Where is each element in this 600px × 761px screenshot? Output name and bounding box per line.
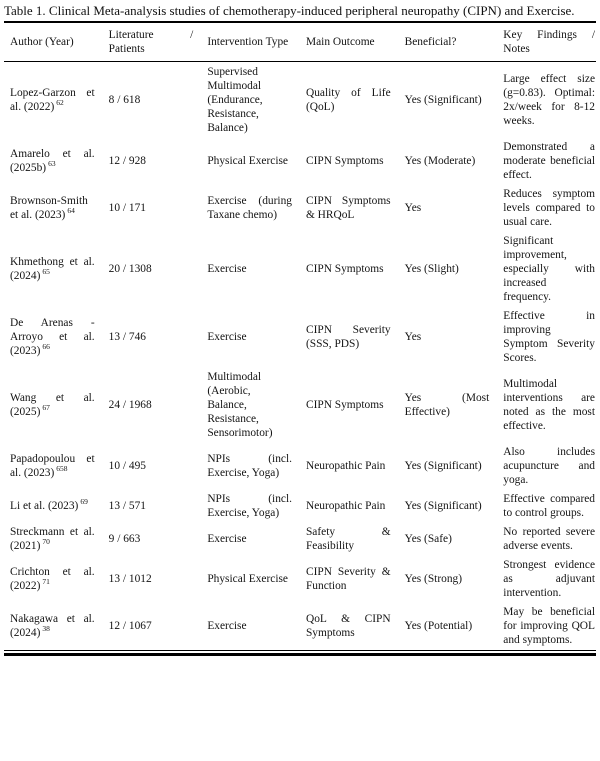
outcome-cell: Safety & Feasibility (305, 525, 391, 552)
intervention-cell: Supervised Multimodal (Endurance, Resistance, Balance) (207, 65, 263, 134)
intervention-cell: Exercise (207, 532, 247, 545)
literature-patients-cell: 13 / 746 (108, 330, 146, 343)
author-text: Lopez-Garzon et al. (2022) (10, 86, 95, 113)
outcome-cell: CIPN Symptoms (305, 262, 384, 275)
col-header-intervention-type: Intervention Type (201, 23, 300, 62)
reference-superscript: 62 (56, 97, 64, 107)
beneficial-cell: Yes (Significant) (404, 93, 482, 106)
reference-superscript: 38 (42, 623, 50, 633)
table-row (4, 522, 596, 555)
table-row (4, 231, 596, 306)
beneficial-cell: Yes (Significant) (404, 459, 482, 472)
literature-patients-cell: 10 / 171 (108, 201, 146, 214)
literature-patients-cell: 8 / 618 (108, 93, 141, 106)
cipn-meta-analysis-table (4, 23, 596, 649)
intervention-cell: Exercise (207, 330, 247, 343)
intervention-cell: NPIs (incl. Exercise, Yoga) (207, 452, 292, 479)
notes-cell: Strongest evidence as adjuvant intervention. (503, 558, 595, 599)
author-cell (4, 62, 103, 138)
beneficial-cell: Yes (404, 201, 422, 214)
col-header-literature-patients: Literature / Patients (103, 23, 202, 62)
beneficial-cell: Yes (Significant) (404, 499, 482, 512)
col-header-key-findings: Key Findings / Notes (497, 23, 596, 62)
author-cell (4, 489, 103, 522)
outcome-cell: QoL & CIPN Symptoms (305, 612, 391, 639)
intervention-cell: NPIs (incl. Exercise, Yoga) (207, 492, 292, 519)
author-cell (4, 522, 103, 555)
reference-superscript: 66 (42, 341, 50, 351)
outcome-cell: Neuropathic Pain (305, 499, 386, 512)
table-row (4, 137, 596, 184)
intervention-cell: Physical Exercise (207, 572, 288, 585)
outcome-cell: CIPN Symptoms (305, 398, 384, 411)
literature-patients-cell: 10 / 495 (108, 459, 146, 472)
beneficial-cell: Yes (Most Effective) (404, 391, 490, 418)
reference-superscript: 64 (67, 205, 75, 215)
table-row (4, 62, 596, 138)
author-cell (4, 555, 103, 602)
reference-superscript: 71 (42, 576, 50, 586)
reference-superscript: 69 (80, 496, 88, 506)
literature-patients-cell: 13 / 1012 (108, 572, 152, 585)
intervention-cell: Multimodal (Aerobic, Balance, Resistance, Sensorimotor) (207, 370, 273, 439)
outcome-cell: CIPN Symptoms (305, 154, 384, 167)
author-text: Khmethong et al. (2024) (10, 255, 95, 282)
beneficial-cell: Yes (Strong) (404, 572, 463, 585)
author-cell (4, 442, 103, 489)
literature-patients-cell: 20 / 1308 (108, 262, 152, 275)
notes-cell: Effective compared to control groups. (503, 492, 595, 519)
beneficial-cell: Yes (Moderate) (404, 154, 476, 167)
outcome-cell: Neuropathic Pain (305, 459, 386, 472)
reference-superscript: 63 (48, 158, 56, 168)
table-row (4, 489, 596, 522)
author-text: Crichton et al. (2022) (10, 565, 95, 592)
author-cell (4, 602, 103, 649)
literature-patients-cell: 13 / 571 (108, 499, 146, 512)
outcome-cell: Quality of Life (QoL) (305, 86, 391, 113)
table-caption: Table 1. Clinical Meta-analysis studies of chemotherapy-induced peripheral neuropathy (CIPN) and Exercise. (4, 3, 575, 18)
author-text: Nakagawa et al. (2024) (10, 612, 95, 639)
reference-superscript: 70 (42, 536, 50, 546)
author-cell (4, 137, 103, 184)
author-text: Amarelo et al. (2025b) (10, 147, 95, 174)
notes-cell: Effective in improving Symptom Severity Scores. (503, 309, 595, 364)
literature-patients-cell: 9 / 663 (108, 532, 141, 545)
outcome-cell: CIPN Severity (SSS, PDS) (305, 323, 391, 350)
col-header-beneficial: Beneficial? (399, 23, 498, 62)
notes-cell: No reported severe adverse events. (503, 525, 595, 552)
reference-superscript: 658 (56, 463, 68, 473)
outcome-cell: CIPN Symptoms & HRQoL (305, 194, 391, 221)
beneficial-cell: Yes (404, 330, 422, 343)
reference-superscript: 65 (42, 266, 50, 276)
author-cell (4, 367, 103, 442)
beneficial-cell: Yes (Slight) (404, 262, 459, 275)
author-text: Streckmann et al. (2021) (10, 525, 95, 552)
table-row (4, 184, 596, 231)
intervention-cell: Exercise (207, 262, 247, 275)
beneficial-cell: Yes (Safe) (404, 532, 452, 545)
table-row (4, 602, 596, 649)
literature-patients-cell: 12 / 1067 (108, 619, 152, 632)
notes-cell: Significant improvement, especially with increased frequency. (503, 234, 595, 303)
table-row (4, 555, 596, 602)
author-cell (4, 231, 103, 306)
notes-cell: May be beneficial for improving QOL and symptoms. (503, 605, 595, 646)
author-text: De Arenas - Arroyo et al. (2023) (10, 316, 95, 357)
notes-cell: Reduces symptom levels compared to usual care. (503, 187, 595, 228)
col-header-main-outcome: Main Outcome (300, 23, 399, 62)
intervention-cell: Exercise (207, 619, 247, 632)
notes-cell: Large effect size (g=0.83). Optimal: 2x/week for 8-12 weeks. (503, 72, 595, 127)
author-text: Wang et al. (2025) (10, 391, 95, 418)
notes-cell: Multimodal interventions are noted as the most effective. (503, 377, 595, 432)
intervention-cell: Exercise (during Taxane chemo) (207, 194, 292, 221)
intervention-cell: Physical Exercise (207, 154, 288, 167)
reference-superscript: 67 (42, 402, 50, 412)
notes-cell: Demonstrated a moderate beneficial effect. (503, 140, 595, 181)
outcome-cell: CIPN Severity & Function (305, 565, 391, 592)
table-row (4, 367, 596, 442)
beneficial-cell: Yes (Potential) (404, 619, 473, 632)
author-cell (4, 184, 103, 231)
col-header-author-year: Author (Year) (4, 23, 103, 62)
table-row (4, 306, 596, 367)
author-text: Papadopoulou et al. (2023) (10, 452, 95, 479)
author-text: Li et al. (2023) (10, 499, 79, 512)
literature-patients-cell: 12 / 928 (108, 154, 146, 167)
header-row (4, 23, 596, 62)
author-cell (4, 306, 103, 367)
notes-cell: Also includes acupuncture and yoga. (503, 445, 595, 486)
author-text: Brownson-Smith et al. (2023) (10, 194, 88, 221)
literature-patients-cell: 24 / 1968 (108, 398, 152, 411)
table-row (4, 442, 596, 489)
table-bottom-rule (4, 650, 596, 656)
